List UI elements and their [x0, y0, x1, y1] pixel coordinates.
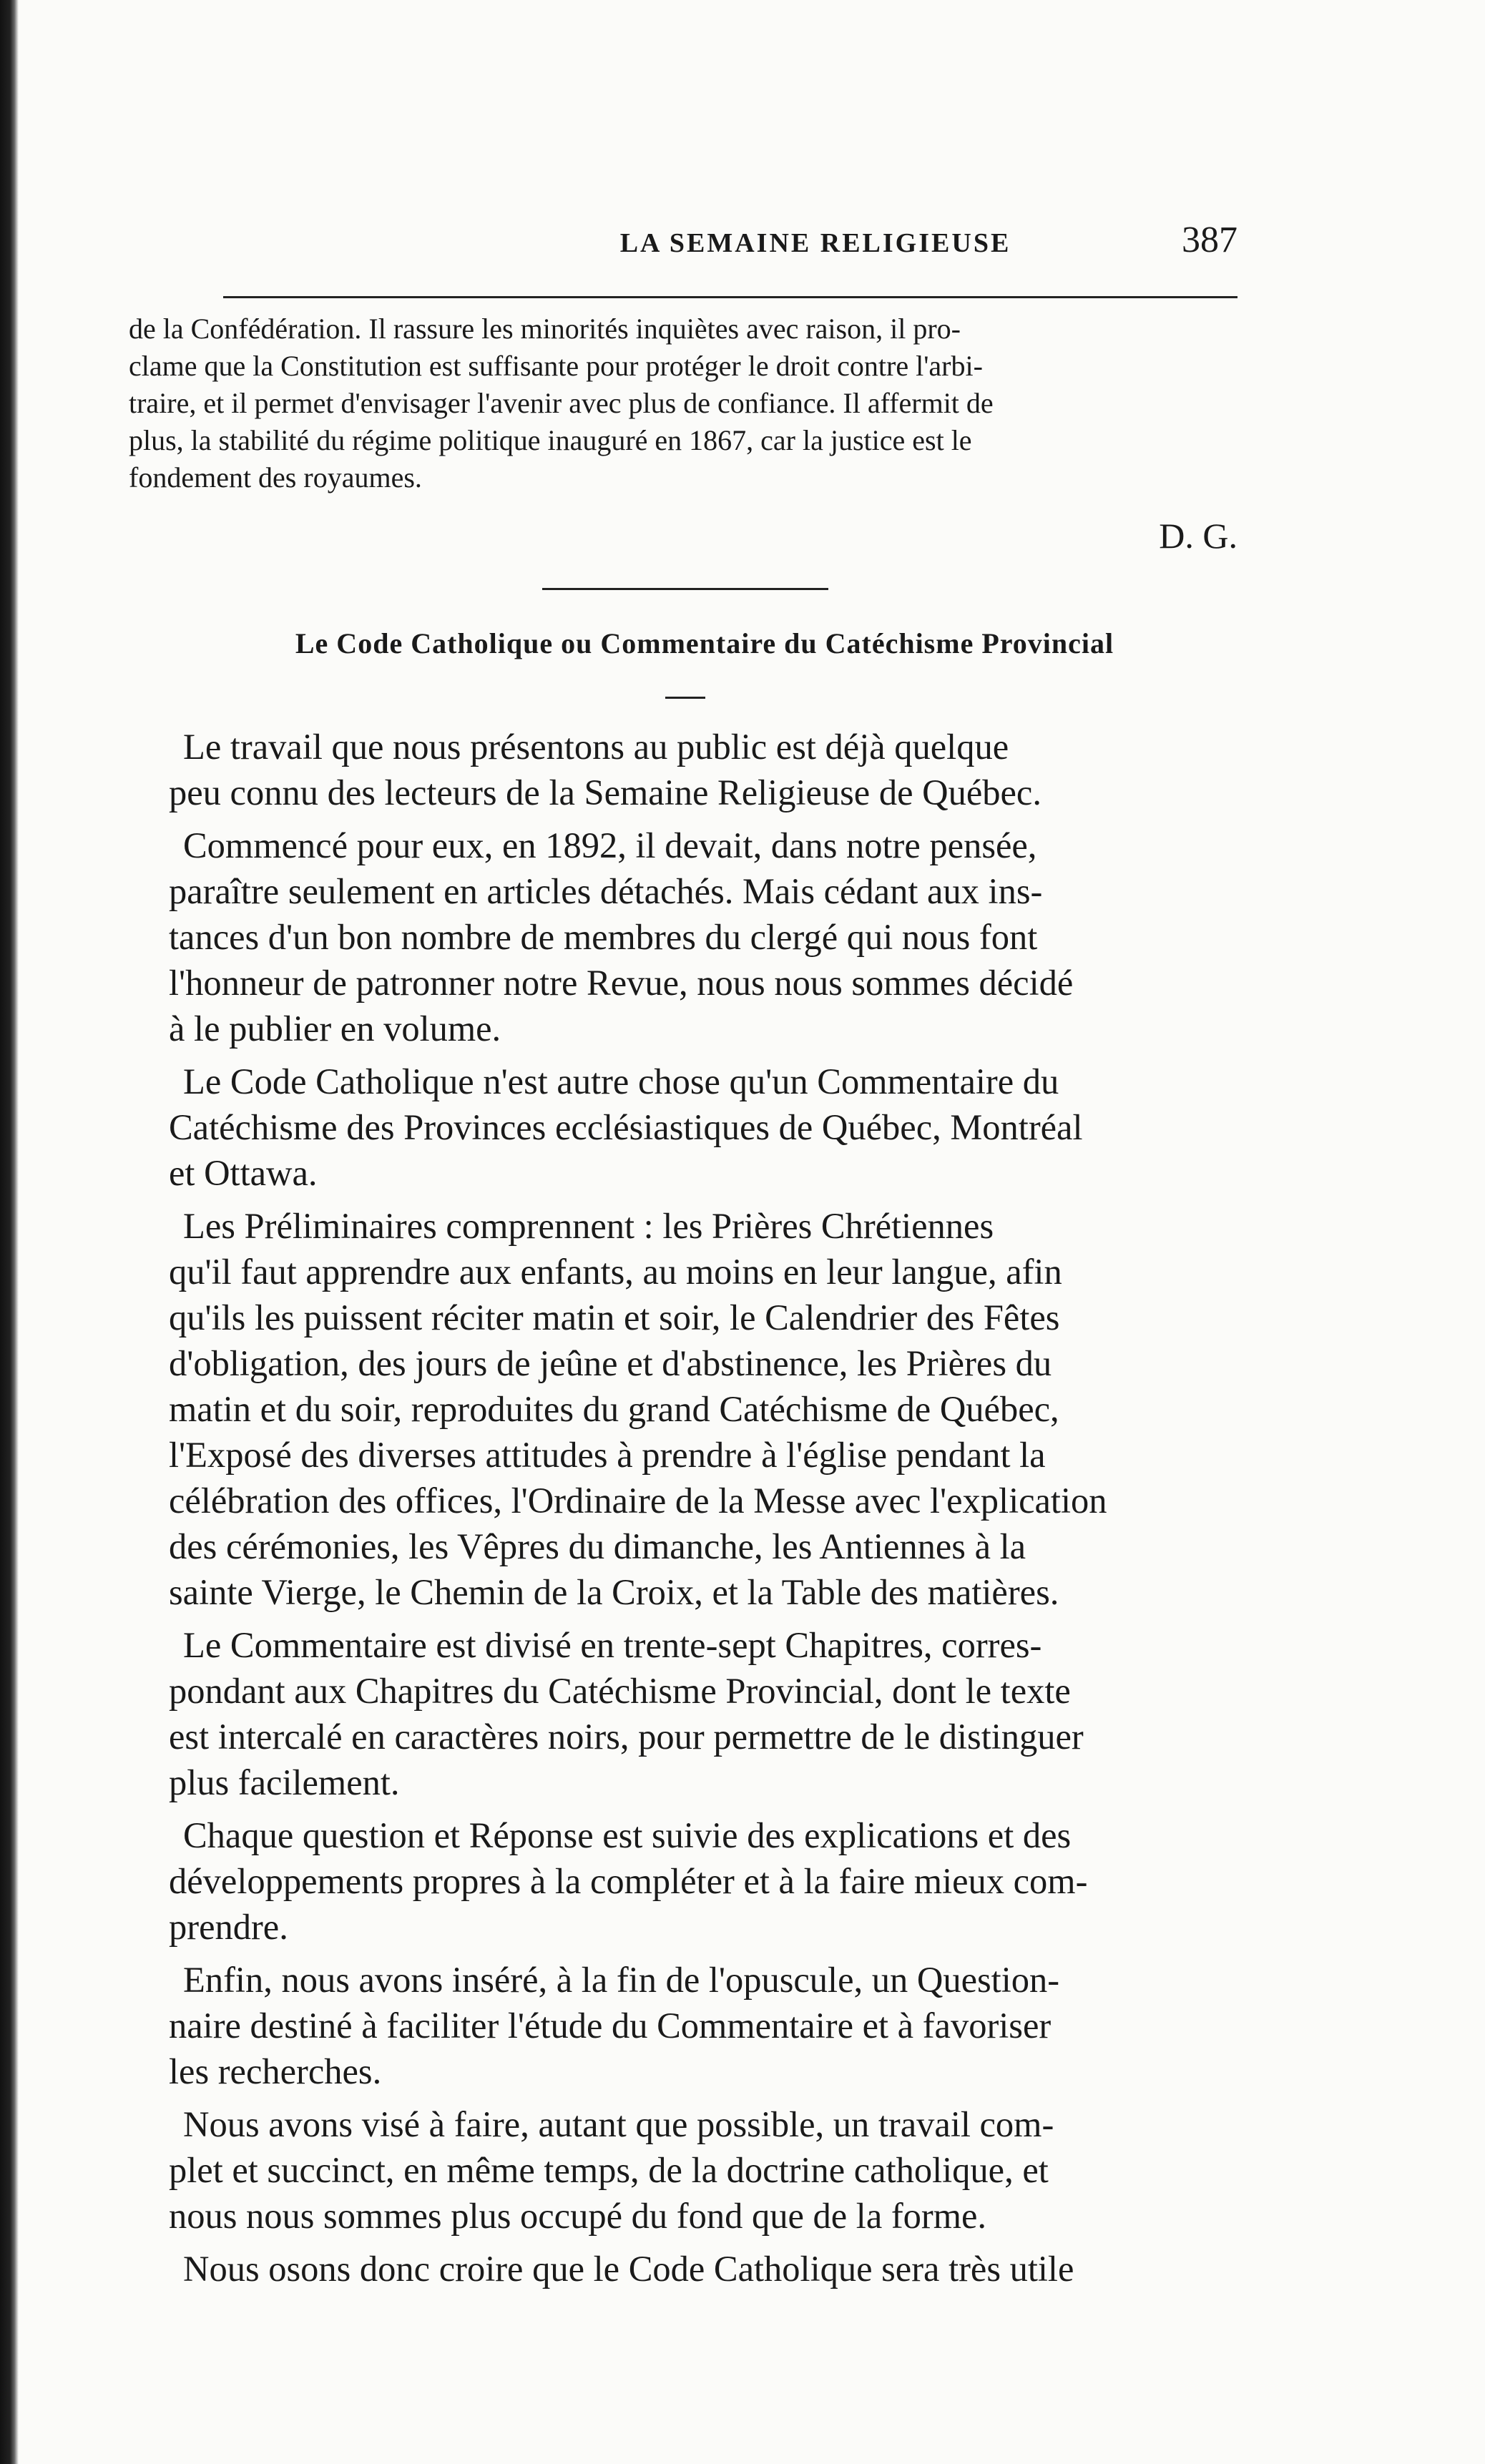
text-line: Le Commentaire est divisé en trente-sept Chapitres, corres- — [183, 1625, 1042, 1665]
text-line: Chaque question et Réponse est suivie des explications et des — [183, 1815, 1072, 1855]
text-line: Nous osons donc croire que le Code Catholique sera très utile — [183, 2249, 1074, 2289]
text-line: les recherches. — [169, 2051, 382, 2091]
text-line: Commencé pour eux, en 1892, il devait, dans notre pensée, — [183, 825, 1037, 865]
page-header — [215, 220, 1238, 285]
text-line: Enfin, nous avons inséré, à la fin de l'opuscule, un Question- — [183, 1960, 1060, 2000]
text-line: est intercalé en caractères noirs, pour permettre de le distinguer — [169, 1717, 1084, 1757]
continued-paragraph — [129, 310, 1238, 496]
text-line: matin et du soir, reproduites du grand Catéchisme de Québec, — [169, 1389, 1059, 1429]
running-title: LA SEMAINE RELIGIEUSE — [619, 228, 1011, 258]
text-line: tances d'un bon nombre de membres du clergé qui nous font — [169, 917, 1038, 957]
text-line: qu'il faut apprendre aux enfants, au moins en leur langue, afin — [169, 1252, 1062, 1292]
text-line: l'honneur de patronner notre Revue, nous nous sommes décidé — [169, 963, 1074, 1003]
section-title: Le Code Catholique ou Commentaire du Catéchisme Provincial — [295, 627, 1114, 659]
text-line: naire destiné à faciliter l'étude du Commentaire et à favoriser — [169, 2006, 1052, 2046]
text-line: plus facilement. — [169, 1762, 400, 1802]
text-line: Nous avons visé à faire, autant que possible, un travail com- — [183, 2104, 1054, 2144]
text-line: plet et succinct, en même temps, de la doctrine catholique, et — [169, 2150, 1049, 2190]
text-line: des cérémonies, les Vêpres du dimanche, les Antiennes à la — [169, 1526, 1026, 1566]
paragraph — [169, 823, 1229, 1051]
text-line: pondant aux Chapitres du Catéchisme Provincial, dont le texte — [169, 1671, 1071, 1711]
author-signature: D. G. — [1159, 516, 1238, 556]
text-line: prendre. — [169, 1907, 288, 1947]
text-line: célébration des offices, l'Ordinaire de la Messe avec l'explication — [169, 1481, 1107, 1521]
text-line: de la Confédération. Il rassure les minorités inquiètes avec raison, il pro- — [129, 313, 961, 345]
text-line: traire, et il permet d'envisager l'avenir avec plus de confiance. Il affermit de — [129, 387, 994, 419]
text-line: l'Exposé des diverses attitudes à prendre à l'église pendant la — [169, 1435, 1046, 1475]
paragraph — [169, 2101, 1229, 2239]
text-line: à le publier en volume. — [169, 1008, 501, 1049]
text-line: Le travail que nous présentons au public est déjà quelque — [183, 727, 1009, 767]
text-line: développements propres à la compléter et à la faire mieux com- — [169, 1861, 1088, 1901]
text-line: et Ottawa. — [169, 1153, 318, 1193]
text-line: paraître seulement en articles détachés. Mais cédant aux ins- — [169, 871, 1043, 911]
paragraph — [169, 2246, 1229, 2292]
text-line: Les Préliminaires comprennent : les Prières Chrétiennes — [183, 1206, 994, 1246]
paragraph — [169, 724, 1229, 815]
paragraph — [169, 1203, 1229, 1615]
text-line: Catéchisme des Provinces ecclésiastiques de Québec, Montréal — [169, 1107, 1083, 1147]
page-number: 387 — [1182, 220, 1238, 260]
text-line: peu connu des lecteurs de la Semaine Religieuse de Québec. — [169, 772, 1042, 813]
text-line: plus, la stabilité du régime politique inauguré en 1867, car la justice est le — [129, 424, 972, 456]
text-line: fondement des royaumes. — [129, 461, 422, 494]
text-line: sainte Vierge, le Chemin de la Croix, et la Table des matières. — [169, 1572, 1059, 1612]
paragraph — [169, 1622, 1229, 1805]
header-rule — [223, 296, 1238, 298]
text-line: d'obligation, des jours de jeûne et d'abstinence, les Prières du — [169, 1343, 1052, 1383]
paragraph — [169, 1812, 1229, 1950]
title-dash — [665, 697, 705, 699]
text-line: qu'ils les puissent réciter matin et soir, le Calendrier des Fêtes — [169, 1297, 1060, 1337]
paragraph — [169, 1957, 1229, 2094]
article-body — [169, 724, 1229, 2299]
paragraph — [169, 1059, 1229, 1196]
text-line: nous nous sommes plus occupé du fond que de la forme. — [169, 2196, 987, 2236]
text-line: Le Code Catholique n'est autre chose qu'un Commentaire du — [183, 1061, 1059, 1101]
section-divider — [542, 588, 828, 590]
text-line: clame que la Constitution est suffisante pour protéger le droit contre l'arbi- — [129, 350, 983, 382]
